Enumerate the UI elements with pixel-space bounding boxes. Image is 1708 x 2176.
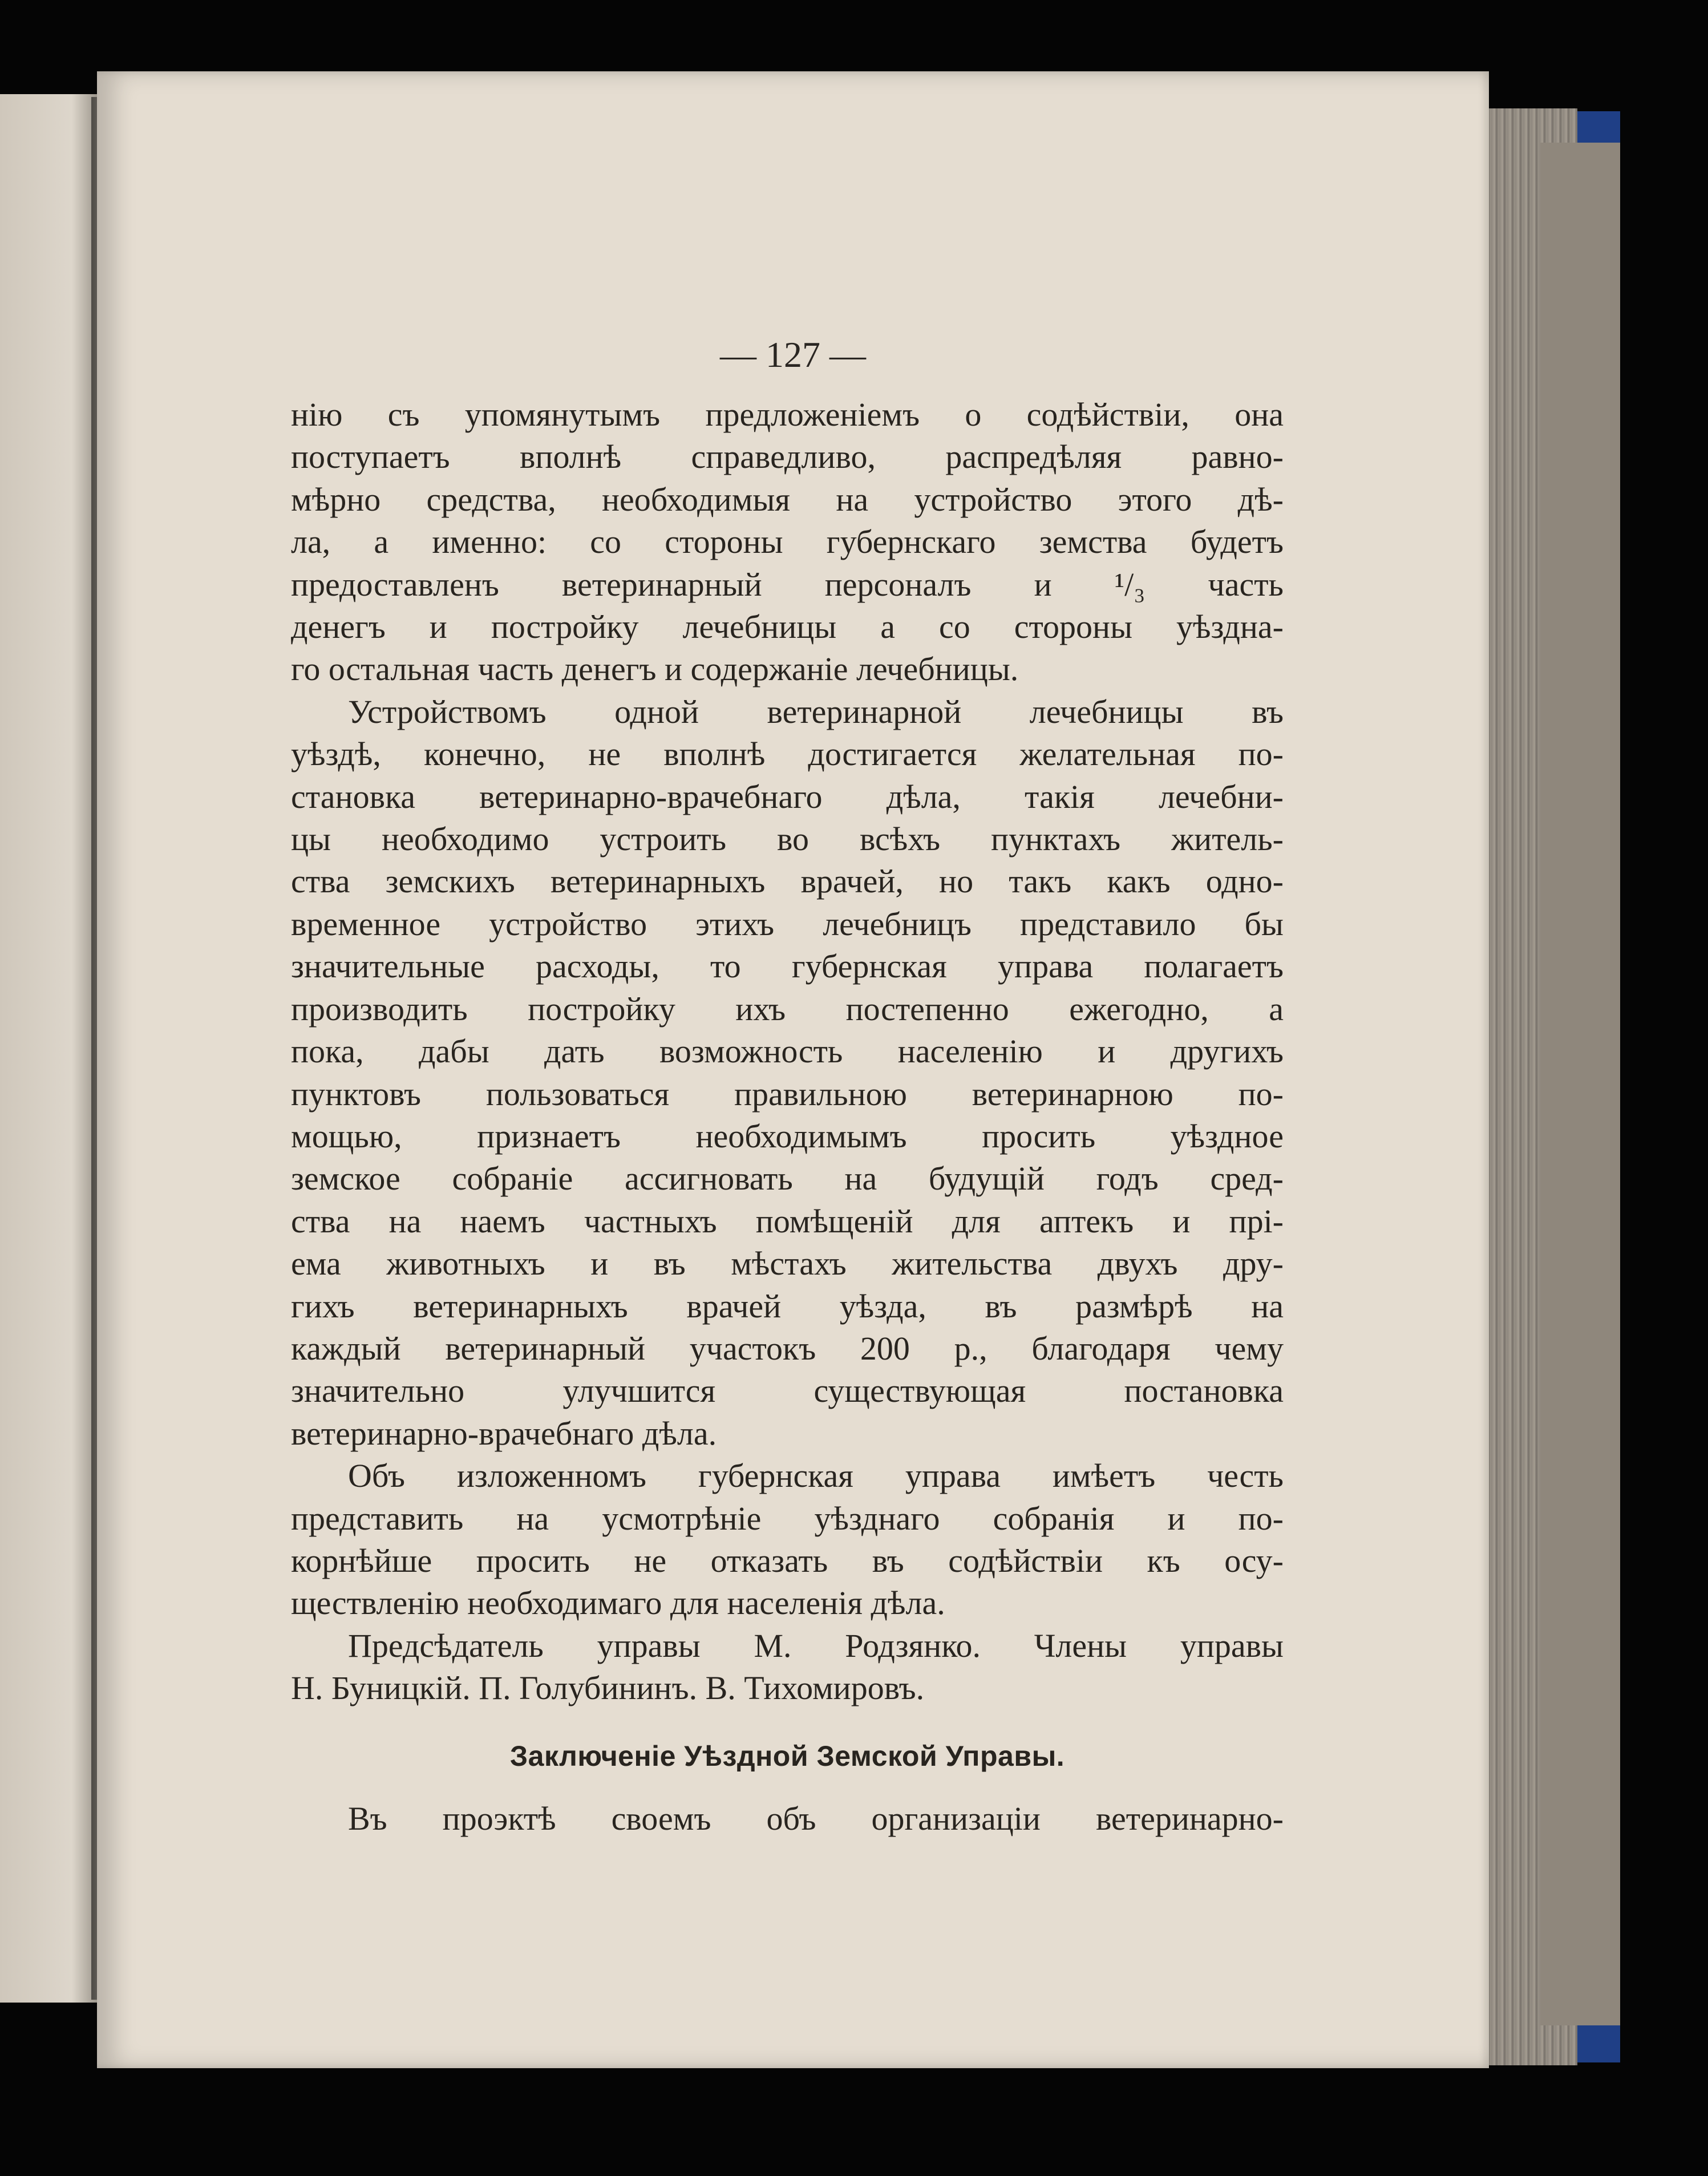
text-line: нію съ упомянутымъ предложеніемъ о содѣйствіи, она [291,396,1284,433]
text-line: значительно улучшится существующая постановка [291,1372,1284,1410]
text-line: каждый ветеринарный участокъ 200 р., благодаря чему [291,1329,1284,1367]
text-line: ства на наемъ частныхъ помѣщеній для аптекъ и прі- [291,1202,1284,1240]
text-line: ветеринарно-врачебнаго дѣла. [291,1414,717,1452]
text-line: ема животныхъ и въ мѣстахъ жительства двухъ дру- [291,1245,1284,1283]
text-line: становка ветеринарно-врачебнаго дѣла, такія лечебни- [291,778,1284,815]
text-line: ла, а именно: со стороны губернскаго земства будетъ [291,523,1284,561]
text-line: пунктовъ пользоваться правильною ветеринарною по- [291,1075,1284,1113]
text-line: корнѣйше просить не отказать въ содѣйствіи къ осу- [291,1542,1284,1579]
page-stack-inner [1540,143,1620,2025]
text-line: мощью, признаетъ необходимымъ просить уѣздное [291,1117,1284,1155]
text-line: поступаетъ вполнѣ справедливо, распредѣляя равно- [291,438,1284,476]
text-line: уѣздѣ, конечно, не вполнѣ достигается желательная по- [291,735,1284,773]
text-line: значительные расходы, то губернская управа полагаетъ [291,948,1284,985]
text-line: земское собраніе ассигновать на будущій годъ сред- [291,1160,1284,1198]
text-line: пока, дабы дать возможность населенію и другихъ [291,1033,1284,1070]
text-line: мѣрно средства, необходимыя на устройство этого дѣ- [291,480,1284,518]
book-page [97,71,1489,2068]
section-heading: Заключеніе Уѣздной Земской Управы. [509,1740,1065,1772]
text-line: Объ изложенномъ губернская управа имѣетъ честь [348,1457,1284,1495]
text-line: ществленію необходимаго для населенія дѣла. [291,1584,945,1622]
page-text [291,394,1284,1840]
text-line: предоставленъ ветеринарный персоналъ и ¹/₃ часть [291,565,1284,603]
text-line: Въ проэктѣ своемъ объ организаціи ветеринарно- [348,1800,1284,1837]
text-line: денегъ и постройку лечебницы а со стороны уѣздна- [291,608,1284,646]
text-line: ства земскихъ ветеринарныхъ врачей, но такъ какъ одно- [291,863,1284,900]
text-line: Н. Буницкій. П. Голубининъ. В. Тихомировъ. [291,1669,925,1707]
text-line: цы необходимо устроить во всѣхъ пунктахъ житель- [291,820,1284,858]
text-line: временное устройство этихъ лечебницъ представило бы [291,905,1284,943]
page-number: — 127 — [720,334,866,375]
text-line: гихъ ветеринарныхъ врачей уѣзда, въ размѣрѣ на [291,1287,1284,1325]
text-line: го остальная часть денегъ и содержаніе лечебницы. [291,650,1019,688]
text-line: Предсѣдатель управы М. Родзянко. Члены управы [348,1627,1284,1664]
text-line: представить на усмотрѣніе уѣзднаго собранія и по- [291,1499,1284,1537]
text-line: производить постройку ихъ постепенно ежегодно, а [291,990,1284,1028]
left-page-edge [0,94,103,2003]
text-line: Устройствомъ одной ветеринарной лечебницы въ [348,693,1284,730]
